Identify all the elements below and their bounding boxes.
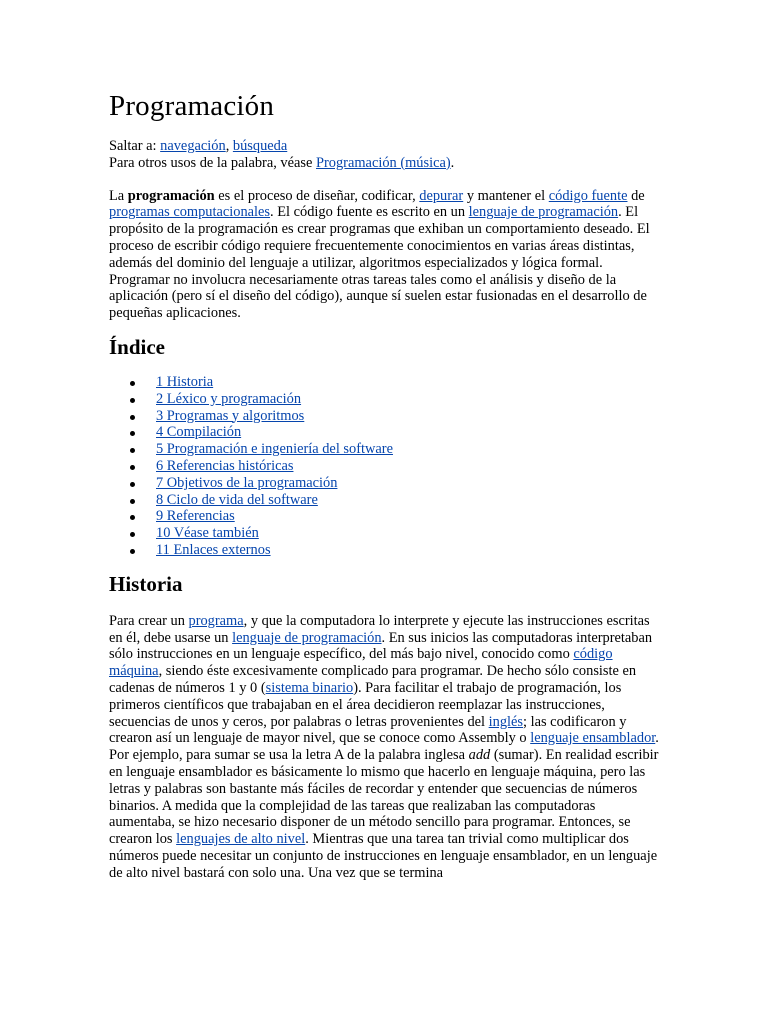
toc-list — [109, 374, 659, 559]
toc-heading: Índice — [109, 334, 166, 359]
link-lenguajes-de-alto-nivel[interactable]: lenguajes de alto nivel — [176, 831, 306, 848]
search-link[interactable]: búsqueda — [232, 138, 288, 154]
hatnote — [109, 155, 659, 172]
toc-item — [156, 408, 659, 425]
intro-paragraph — [109, 188, 659, 322]
jump-separator: , — [225, 138, 233, 154]
historia-paragraph — [109, 613, 659, 882]
toc-link[interactable]: 7 Objetivos de la programación — [156, 474, 338, 491]
page-title: Programación — [109, 90, 275, 122]
jump-links — [109, 138, 659, 155]
link-sistema-binario[interactable]: sistema binario — [265, 679, 354, 696]
historia-text: , y que la computadora lo interprete y ejecute las instrucciones escritas en él, debe usarse un — [109, 612, 650, 646]
toc-link[interactable]: 6 Referencias históricas — [156, 457, 294, 474]
toc-link[interactable]: 11 Enlaces externos — [156, 541, 271, 558]
link-ingles[interactable]: inglés — [488, 713, 523, 730]
toc-item — [156, 542, 659, 559]
toc-link[interactable]: 4 Compilación — [156, 424, 242, 441]
link-lenguaje-ensamblador[interactable]: lenguaje ensamblador — [530, 730, 656, 747]
navigation-link[interactable]: navegación — [160, 138, 226, 154]
intro-text: . El propósito de la programación es crear programas que exhiban un comportamiento deseado. El proceso de escribir código requiere frecuentemente conocimientos en varias áreas distintas, además del dominio del lenguaje a utilizar, algoritmos especializados y lógica formal. Programar no involucra necesariamente otras tareas tales como el análisis y diseño de la aplicación (pero sí el diseño del código), aunque sí suelen estar fusionadas en el desarrollo de pequeñas aplicaciones. — [109, 204, 650, 322]
toc-link[interactable]: 5 Programación e ingeniería del software — [156, 441, 393, 458]
link-lenguaje-de-programacion[interactable]: lenguaje de programación — [232, 629, 382, 646]
intro-text: y mantener el — [463, 187, 549, 204]
toc-link[interactable]: 8 Ciclo de vida del software — [156, 491, 318, 508]
link-depurar[interactable]: depurar — [419, 187, 464, 204]
historia-text: . Por ejemplo, para sumar se usa la letra A de la palabra inglesa — [109, 730, 659, 764]
historia-text: . En sus inicios las computadoras interpretaban sólo instrucciones en un lenguaje específico, del más bajo nivel, conocido como — [109, 629, 653, 663]
italic-term-add: add — [468, 747, 491, 764]
link-codigo-maquina[interactable]: código máquina — [109, 646, 613, 680]
intro-bold-term: programación — [127, 187, 215, 204]
toc-item — [156, 525, 659, 542]
link-lenguaje-de-programacion[interactable]: lenguaje de programación — [468, 204, 619, 221]
toc-link[interactable]: 1 Historia — [156, 373, 214, 390]
historia-text: (sumar). En realidad escribir en lenguaje ensamblador es básicamente lo mismo que hacerlo en lenguaje máquina, pero las letras y palabras son bastante más fáciles de recordar y entender que secuencias de números binarios. A medida que la complejidad de las tareas que realizaban las computadoras aumentaba, se hizo necesario disponer de un método sencillo para programar. Entonces, se crearon los — [109, 747, 659, 848]
intro-text: La — [109, 187, 128, 204]
historia-text: Para crear un — [109, 612, 189, 629]
toc-item — [156, 424, 659, 441]
historia-text: ). Para facilitar el trabajo de programación, los primeros científicos que trabajaban en el área decidieron reemplazar las instrucciones, secuencias de unos y ceros, por palabras o letras provenientes del — [109, 679, 622, 730]
toc-item — [156, 441, 659, 458]
link-programas-computacionales[interactable]: programas computacionales — [109, 204, 271, 221]
toc-item — [156, 374, 659, 391]
toc-item — [156, 508, 659, 525]
link-programa[interactable]: programa — [188, 612, 244, 629]
jump-prefix: Saltar a: — [109, 138, 161, 154]
intro-text: de — [627, 187, 645, 204]
intro-text: . El código fuente es escrito en un — [270, 204, 469, 221]
toc-item — [156, 391, 659, 408]
toc-link[interactable]: 3 Programas y algoritmos — [156, 407, 305, 424]
section-heading-historia: Historia — [109, 571, 183, 596]
toc-link[interactable]: 10 Véase también — [156, 525, 259, 542]
historia-text: ; las codificaron y crearon así un lenguaje de mayor nivel, que se conoce como Assembly o — [109, 713, 627, 747]
toc-link[interactable]: 2 Léxico y programación — [156, 390, 302, 407]
article — [109, 80, 659, 881]
hatnote-prefix: Para otros usos de la palabra, véase — [109, 154, 316, 171]
intro-text: es el proceso de diseñar, codificar, — [214, 187, 420, 204]
toc-link[interactable]: 9 Referencias — [156, 508, 235, 525]
toc-item — [156, 458, 659, 475]
hatnote-link[interactable]: Programación (música) — [316, 154, 451, 171]
link-codigo-fuente[interactable]: código fuente — [548, 187, 628, 204]
historia-text: . Mientras que una tarea tan trivial como multiplicar dos números puede necesitar un conjunto de instrucciones en lenguaje ensamblador, en un lenguaje de alto nivel bastará con solo una. Una vez que se termina — [109, 831, 658, 881]
hatnote-suffix: . — [450, 154, 455, 171]
historia-text: , siendo éste excesivamente complicado para programar. De hecho sólo consiste en cadenas de números 1 y 0 ( — [109, 663, 637, 696]
toc-item — [156, 492, 659, 509]
toc-item — [156, 475, 659, 492]
